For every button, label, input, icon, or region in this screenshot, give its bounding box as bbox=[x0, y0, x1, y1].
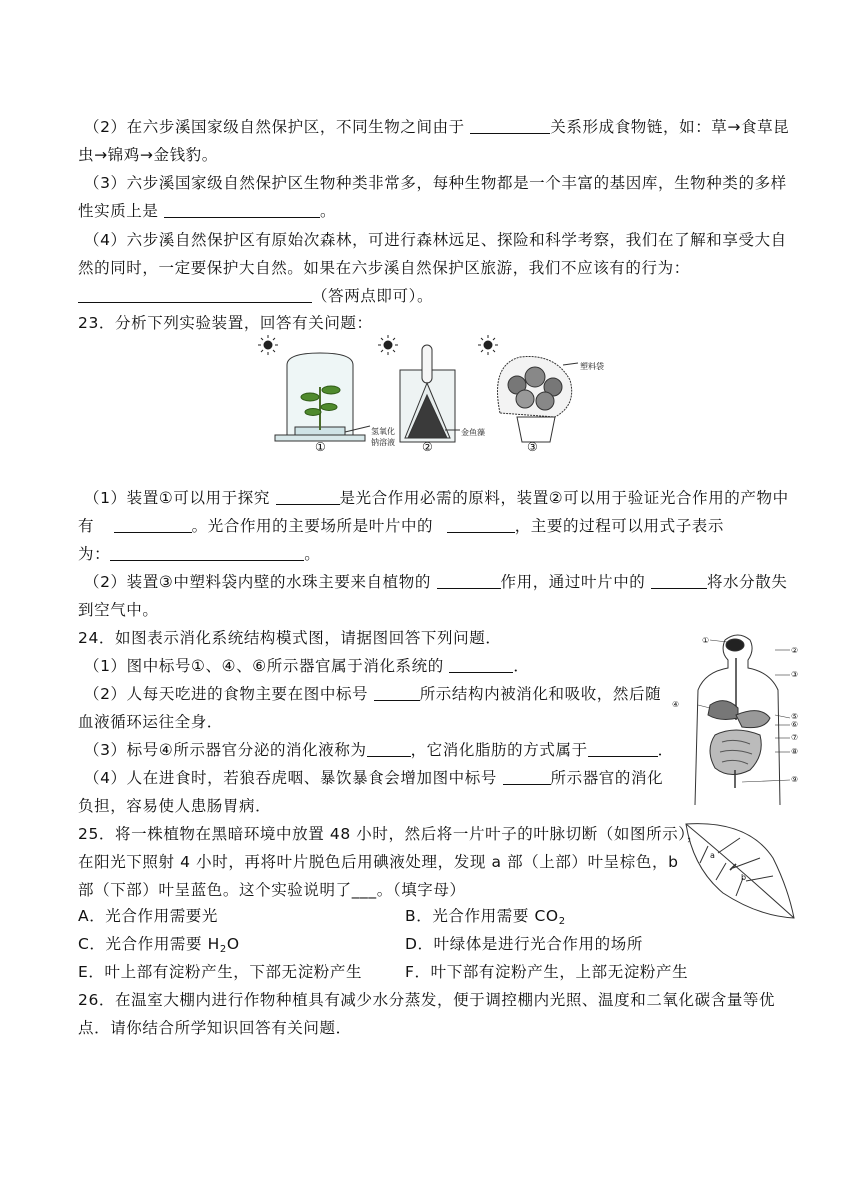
digestive-system-figure bbox=[680, 630, 820, 810]
q24-title: 24．如图表示消化系统结构模式图，请据图回答下列问题． bbox=[78, 629, 502, 647]
sun-icon bbox=[478, 335, 498, 355]
digestive-label-1: ① bbox=[702, 636, 710, 645]
answer-blank[interactable] bbox=[367, 740, 411, 757]
q22-part2-line1: （2）在六步溪国家级自然保护区，不同生物之间由于 关系形成食物链，如：草→食草昆 bbox=[84, 118, 790, 136]
label-goldfish-weed: 金鱼藻 bbox=[461, 428, 485, 437]
q22-part4-line3: （答两点即可）。 bbox=[78, 286, 433, 306]
digestive-label-3: ③ bbox=[791, 670, 799, 679]
answer-blank[interactable] bbox=[588, 740, 658, 757]
digestive-label-6: ⑥ bbox=[791, 720, 799, 729]
q22-part4-line1: （4）六步溪自然保护区有原始次森林，可进行森林远足、探险和科学考察，我们在了解和享受大自 bbox=[84, 231, 787, 249]
potted-plant-apparatus bbox=[498, 356, 579, 442]
q25-option-a[interactable]: A．光合作用需要光 bbox=[78, 907, 219, 925]
answer-blank[interactable] bbox=[447, 516, 515, 533]
q23-part2-line2: 到空气中。 bbox=[78, 601, 159, 619]
q25-line2: 在阳光下照射 4 小时，再将叶片脱色后用碘液处理，发现 a 部（上部）叶呈棕色，b bbox=[78, 853, 679, 871]
q23-experiment-figure bbox=[255, 335, 620, 455]
q25-option-b[interactable]: B．光合作用需要 $CO_2$ bbox=[405, 907, 566, 927]
digestive-label-7: ⑦ bbox=[791, 733, 799, 742]
q26-line1: 26．在温室大棚内进行作物种植具有减少水分蒸发，便于调控棚内光照、温度和二氧化碳含量等优 bbox=[78, 991, 776, 1009]
answer-blank[interactable] bbox=[374, 684, 420, 701]
figure-number-1: ① bbox=[315, 440, 326, 454]
bell-jar-apparatus bbox=[275, 353, 370, 441]
answer-blank[interactable] bbox=[449, 656, 513, 673]
q24-part4-line2: 负担，容易使人患肠胃病． bbox=[78, 797, 272, 815]
answer-blank[interactable] bbox=[164, 201, 320, 218]
sun-icon bbox=[258, 335, 278, 355]
q22-part3-line1: （3）六步溪国家级自然保护区生物种类非常多，每种生物都是一个丰富的基因库，生物种类的多样 bbox=[84, 174, 787, 192]
q25-option-e[interactable]: E．叶上部有淀粉产生，下部无淀粉产生 bbox=[78, 963, 363, 981]
q25-option-d[interactable]: D．叶绿体是进行光合作用的场所 bbox=[405, 935, 643, 953]
answer-blank[interactable] bbox=[503, 768, 551, 785]
beaker-apparatus bbox=[400, 345, 460, 442]
digestive-label-9: ⑨ bbox=[791, 775, 799, 784]
q25-option-f[interactable]: F．叶下部有淀粉产生，上部无淀粉产生 bbox=[405, 963, 689, 981]
figure-number-3: ③ bbox=[527, 440, 538, 454]
digestive-label-2: ② bbox=[791, 646, 799, 655]
answer-blank[interactable] bbox=[651, 572, 707, 589]
answer-blank[interactable] bbox=[78, 286, 312, 303]
label-plastic-bag: 塑料袋 bbox=[580, 362, 604, 371]
q25-option-c[interactable]: C．光合作用需要 $H_2O$ bbox=[78, 935, 240, 955]
q24-part3: （3）标号④所示器官分泌的消化液称为 ，它消化脂肪的方式属于 ． bbox=[84, 741, 674, 759]
answer-blank[interactable] bbox=[276, 488, 340, 505]
q26-line2: 点．请你结合所学知识回答有关问题． bbox=[78, 1019, 352, 1037]
sun-icon bbox=[378, 335, 398, 355]
label-naoh: 氢氧化 钠溶液 bbox=[371, 427, 395, 447]
leaf-figure bbox=[678, 818, 798, 922]
q23-part2-line1: （2）装置③中塑料袋内壁的水珠主要来自植物的 作用，通过叶片中的 将水分散失 bbox=[84, 573, 788, 591]
answer-blank[interactable] bbox=[110, 544, 304, 561]
q24-part4-line1: （4）人在进食时，若狼吞虎咽、暴饮暴食会增加图中标号 所示器官的消化 bbox=[84, 769, 664, 787]
q23-part1-line2: 有 。光合作用的主要场所是叶片中的 ，主要的过程可以用式子表示 bbox=[78, 517, 724, 535]
digestive-label-5: ⑤ bbox=[791, 712, 799, 721]
leaf-label-b: b bbox=[741, 873, 747, 882]
q23-part1-line3: 为： 。 bbox=[78, 545, 321, 563]
digestive-label-8: ⑧ bbox=[791, 747, 799, 756]
digestive-label-4: ④ bbox=[672, 700, 680, 709]
q22-part2-line2: 虫→锦鸡→金钱豹。 bbox=[78, 146, 218, 164]
q24-part2-line1: （2）人每天吃进的食物主要在图中标号 所示结构内被消化和吸收，然后随 bbox=[84, 685, 662, 703]
q25-line3: 部（下部）叶呈蓝色。这个实验说明了___。（填字母） bbox=[78, 881, 466, 899]
q23-title: 23．分析下列实验装置，回答有关问题： bbox=[78, 314, 373, 332]
answer-blank[interactable] bbox=[470, 117, 550, 134]
answer-blank[interactable] bbox=[437, 572, 501, 589]
figure-number-2: ② bbox=[422, 440, 433, 454]
q22-part3-line2: 性实质上是 。 bbox=[78, 202, 337, 220]
q25-line1: 25．将一株植物在黑暗环境中放置 48 小时，然后将一片叶子的叶脉切断（如图所示）， bbox=[78, 825, 703, 843]
q23-part1-line1: （1）装置①可以用于探究 是光合作用必需的原料，装置②可以用于验证光合作用的产物中 bbox=[84, 489, 789, 507]
q22-part4-line2: 然的同时，一定要保护大自然。如果在六步溪自然保护区旅游，我们不应该有的行为： bbox=[78, 259, 690, 277]
q24-part1: （1）图中标号①、④、⑥所示器官属于消化系统的 ． bbox=[84, 657, 530, 675]
leaf-label-a: a bbox=[710, 851, 715, 860]
q24-part2-line2: 血液循环运往全身． bbox=[78, 713, 223, 731]
answer-blank[interactable] bbox=[114, 516, 192, 533]
